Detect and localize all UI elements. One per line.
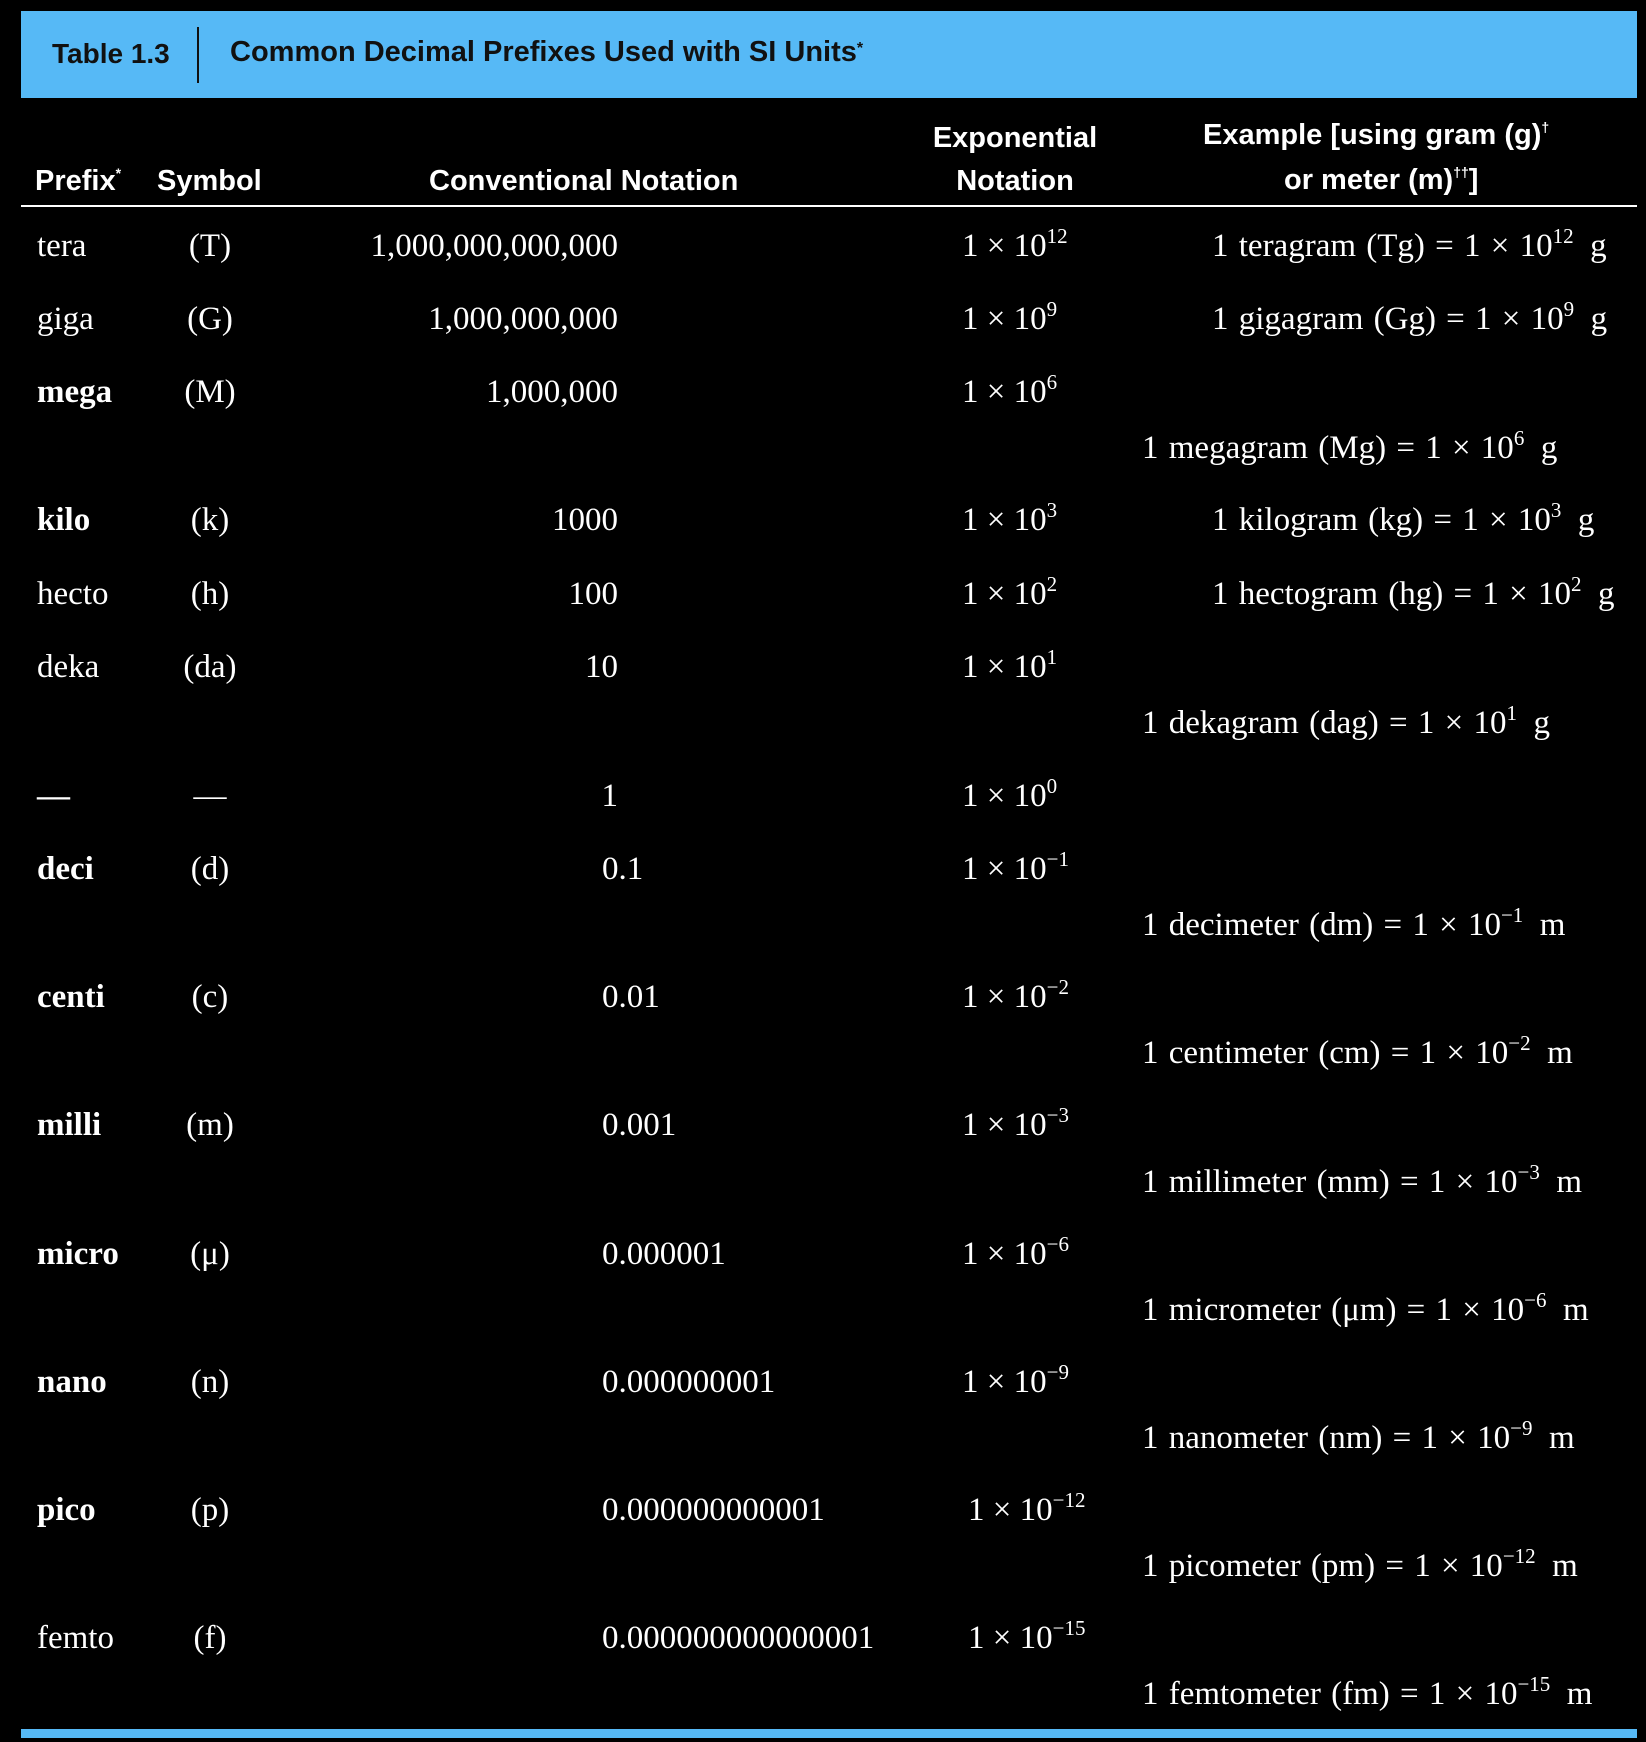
title-footnote-mark: * bbox=[856, 40, 864, 57]
exponential-cell bbox=[962, 372, 1057, 415]
example-text: 1 nanometer (nm) = 1 × 10 bbox=[1142, 1420, 1511, 1456]
symbol-cell: (f) bbox=[193, 1620, 227, 1656]
example-unit: g bbox=[1577, 502, 1595, 538]
example-unit: g bbox=[1597, 576, 1615, 612]
example-text: 1 dekagram (dag) = 1 × 10 bbox=[1142, 705, 1507, 741]
exponential-base: 1 × 10 bbox=[968, 1492, 1053, 1528]
example-cell bbox=[1142, 1033, 1573, 1076]
table-title-banner bbox=[21, 11, 1637, 98]
symbol-cell: (d) bbox=[190, 851, 230, 887]
exponential-power: 6 bbox=[1046, 370, 1058, 394]
exponential-base: 1 × 10 bbox=[962, 228, 1047, 264]
example-cell bbox=[1142, 703, 1550, 746]
header-conventional: Conventional Notation bbox=[429, 165, 739, 197]
exponential-base: 1 × 10 bbox=[962, 649, 1047, 685]
table-row bbox=[0, 1234, 1646, 1274]
exponential-power: −3 bbox=[1046, 1103, 1069, 1127]
example-power: −1 bbox=[1500, 903, 1524, 927]
exponential-cell bbox=[962, 299, 1057, 342]
header-rule bbox=[21, 205, 1637, 207]
example-text: 1 micrometer (μm) = 1 × 10 bbox=[1142, 1292, 1525, 1328]
example-power: 12 bbox=[1552, 224, 1574, 248]
exponential-cell bbox=[962, 500, 1057, 543]
header-prefix-text: Prefix bbox=[35, 165, 116, 197]
header-example-mark1: † bbox=[1541, 119, 1550, 135]
conventional-cell: 0.000000000000001 bbox=[602, 1620, 875, 1656]
example-power: −2 bbox=[1508, 1031, 1531, 1055]
symbol-cell: (c) bbox=[191, 979, 229, 1015]
header-example-line2 bbox=[1284, 158, 1478, 206]
example-unit: m bbox=[1566, 1676, 1593, 1712]
header-example-line1 bbox=[1203, 113, 1549, 161]
example-text: 1 megagram (Mg) = 1 × 10 bbox=[1142, 430, 1514, 466]
header-example-text1: Example [using gram (g) bbox=[1203, 119, 1542, 151]
header-example-text2-close: ] bbox=[1468, 164, 1479, 196]
exponential-base: 1 × 10 bbox=[962, 1107, 1047, 1143]
example-text: 1 kilogram (kg) = 1 × 10 bbox=[1212, 502, 1551, 538]
prefix-cell: milli bbox=[37, 1107, 102, 1143]
example-unit: m bbox=[1563, 1292, 1589, 1328]
exponential-power: −2 bbox=[1046, 975, 1069, 999]
example-cell bbox=[1142, 1418, 1575, 1461]
table-row bbox=[0, 1105, 1646, 1145]
exponential-base: 1 × 10 bbox=[962, 778, 1047, 814]
example-text: 1 picometer (pm) = 1 × 10 bbox=[1142, 1548, 1503, 1584]
prefix-cell: centi bbox=[37, 979, 105, 1015]
symbol-cell: (k) bbox=[190, 502, 230, 538]
example-power: −9 bbox=[1510, 1416, 1533, 1440]
exponential-cell bbox=[962, 1234, 1069, 1277]
example-text: 1 decimeter (dm) = 1 × 10 bbox=[1142, 907, 1501, 943]
example-cell bbox=[1212, 226, 1607, 269]
conventional-cell: 1000 bbox=[552, 502, 618, 538]
prefix-cell: tera bbox=[37, 228, 87, 264]
exponential-base: 1 × 10 bbox=[962, 374, 1047, 410]
conventional-cell: 0.000000001 bbox=[602, 1364, 776, 1400]
symbol-cell: — bbox=[193, 778, 227, 814]
header-example-text2: or meter (m) bbox=[1284, 164, 1454, 196]
exponential-cell bbox=[962, 647, 1057, 690]
example-text: 1 femtometer (fm) = 1 × 10 bbox=[1142, 1676, 1518, 1712]
example-power: 9 bbox=[1563, 297, 1575, 321]
example-cell bbox=[1142, 428, 1557, 471]
example-cell bbox=[1142, 1546, 1578, 1589]
exponential-power: 2 bbox=[1046, 572, 1058, 596]
example-cell bbox=[1212, 500, 1594, 543]
example-cell bbox=[1212, 574, 1614, 617]
prefix-cell: nano bbox=[37, 1364, 107, 1400]
exponential-power: 12 bbox=[1046, 224, 1068, 248]
example-unit: g bbox=[1533, 705, 1550, 741]
table-row bbox=[0, 1618, 1646, 1658]
example-power: −3 bbox=[1517, 1160, 1540, 1184]
exponential-base: 1 × 10 bbox=[962, 1364, 1047, 1400]
prefix-cell: pico bbox=[37, 1492, 96, 1528]
bottom-rule bbox=[21, 1729, 1637, 1738]
exponential-base: 1 × 10 bbox=[962, 979, 1047, 1015]
example-text: 1 hectogram (hg) = 1 × 10 bbox=[1212, 576, 1571, 612]
prefix-cell: femto bbox=[37, 1620, 114, 1656]
example-text: 1 gigagram (Gg) = 1 × 10 bbox=[1212, 301, 1564, 337]
header-prefix-mark: * bbox=[115, 165, 122, 181]
conventional-cell: 0.001 bbox=[602, 1107, 677, 1143]
conventional-cell: 1,000,000 bbox=[486, 374, 618, 410]
exponential-base: 1 × 10 bbox=[962, 502, 1047, 538]
example-power: 2 bbox=[1570, 572, 1582, 596]
example-power: 6 bbox=[1513, 426, 1525, 450]
banner-divider bbox=[197, 27, 199, 83]
exponential-power: 1 bbox=[1046, 645, 1058, 669]
table-row bbox=[0, 647, 1646, 687]
example-power: 3 bbox=[1550, 498, 1562, 522]
exponential-base: 1 × 10 bbox=[962, 576, 1047, 612]
exponential-power: 3 bbox=[1046, 498, 1058, 522]
symbol-cell: (da) bbox=[183, 649, 237, 685]
header-example-mark2: †† bbox=[1453, 164, 1469, 180]
example-unit: g bbox=[1540, 430, 1558, 466]
exponential-power: −9 bbox=[1046, 1360, 1069, 1384]
prefix-cell: — bbox=[37, 778, 70, 814]
header-exponential-line1: Exponential bbox=[932, 122, 1098, 154]
conventional-cell: 1,000,000,000,000 bbox=[370, 228, 618, 264]
table-row bbox=[0, 977, 1646, 1017]
table-title-text: Common Decimal Prefixes Used with SI Units bbox=[230, 36, 857, 68]
symbol-cell: (p) bbox=[190, 1492, 230, 1528]
example-text: 1 teragram (Tg) = 1 × 10 bbox=[1212, 228, 1553, 264]
example-text: 1 millimeter (mm) = 1 × 10 bbox=[1142, 1164, 1518, 1200]
symbol-cell: (T) bbox=[188, 228, 232, 264]
example-cell bbox=[1142, 1290, 1589, 1333]
exponential-power: 0 bbox=[1046, 774, 1058, 798]
exponential-base: 1 × 10 bbox=[962, 301, 1047, 337]
exponential-power: −1 bbox=[1046, 847, 1069, 871]
table-title bbox=[230, 36, 863, 69]
prefix-cell: deka bbox=[37, 649, 100, 685]
prefix-cell: hecto bbox=[37, 576, 109, 612]
exponential-cell bbox=[968, 1618, 1085, 1661]
exponential-cell bbox=[968, 1490, 1085, 1533]
exponential-power: 9 bbox=[1046, 297, 1058, 321]
example-unit: m bbox=[1552, 1548, 1578, 1584]
conventional-cell: 0.01 bbox=[602, 979, 660, 1015]
exponential-cell bbox=[962, 776, 1057, 819]
header-prefix bbox=[35, 159, 121, 207]
symbol-cell: (μ) bbox=[190, 1236, 230, 1272]
conventional-cell: 0.000001 bbox=[602, 1236, 726, 1272]
symbol-cell: (m) bbox=[186, 1107, 234, 1143]
symbol-cell: (h) bbox=[190, 576, 230, 612]
exponential-base: 1 × 10 bbox=[962, 1236, 1047, 1272]
exponential-base: 1 × 10 bbox=[962, 851, 1047, 887]
conventional-cell: 1 bbox=[601, 778, 618, 814]
example-power: 1 bbox=[1506, 701, 1517, 725]
prefix-cell: giga bbox=[37, 301, 94, 337]
prefix-cell: kilo bbox=[37, 502, 91, 538]
table-row bbox=[0, 1490, 1646, 1530]
table-label: Table 1.3 bbox=[52, 38, 170, 69]
symbol-cell: (n) bbox=[190, 1364, 230, 1400]
exponential-cell bbox=[962, 1105, 1069, 1148]
header-symbol: Symbol bbox=[157, 165, 262, 197]
example-unit: g bbox=[1590, 228, 1607, 264]
exponential-power: −15 bbox=[1052, 1616, 1086, 1640]
exponential-power: −12 bbox=[1052, 1488, 1086, 1512]
exponential-cell bbox=[962, 1362, 1069, 1405]
prefix-cell: micro bbox=[37, 1236, 119, 1272]
example-unit: m bbox=[1548, 1420, 1575, 1456]
exponential-cell bbox=[962, 977, 1069, 1020]
exponential-cell bbox=[962, 849, 1069, 892]
example-unit: m bbox=[1556, 1164, 1583, 1200]
exponential-cell bbox=[962, 226, 1068, 269]
table-row bbox=[0, 372, 1646, 412]
symbol-cell: (G) bbox=[187, 301, 233, 337]
table-row bbox=[0, 776, 1646, 816]
example-unit: g bbox=[1590, 301, 1608, 337]
example-text: 1 centimeter (cm) = 1 × 10 bbox=[1142, 1035, 1509, 1071]
example-cell bbox=[1142, 905, 1565, 948]
exponential-power: −6 bbox=[1046, 1232, 1069, 1256]
example-power: −12 bbox=[1502, 1544, 1536, 1568]
table-row bbox=[0, 1362, 1646, 1402]
example-unit: m bbox=[1547, 1035, 1573, 1071]
example-cell bbox=[1212, 299, 1607, 342]
conventional-cell: 0.1 bbox=[602, 851, 644, 887]
exponential-cell bbox=[962, 574, 1057, 617]
prefix-cell: mega bbox=[37, 374, 113, 410]
example-cell bbox=[1142, 1162, 1582, 1205]
conventional-cell: 100 bbox=[568, 576, 618, 612]
example-power: −15 bbox=[1517, 1672, 1551, 1696]
conventional-cell: 1,000,000,000 bbox=[428, 301, 618, 337]
example-cell bbox=[1142, 1674, 1592, 1717]
conventional-cell: 0.000000000001 bbox=[602, 1492, 825, 1528]
example-power: −6 bbox=[1524, 1288, 1547, 1312]
prefix-cell: deci bbox=[37, 851, 94, 887]
example-unit: m bbox=[1539, 907, 1566, 943]
conventional-cell: 10 bbox=[585, 649, 618, 685]
table-row bbox=[0, 849, 1646, 889]
exponential-base: 1 × 10 bbox=[968, 1620, 1053, 1656]
symbol-cell: (M) bbox=[184, 374, 236, 410]
header-exponential-line2: Notation bbox=[956, 165, 1074, 197]
